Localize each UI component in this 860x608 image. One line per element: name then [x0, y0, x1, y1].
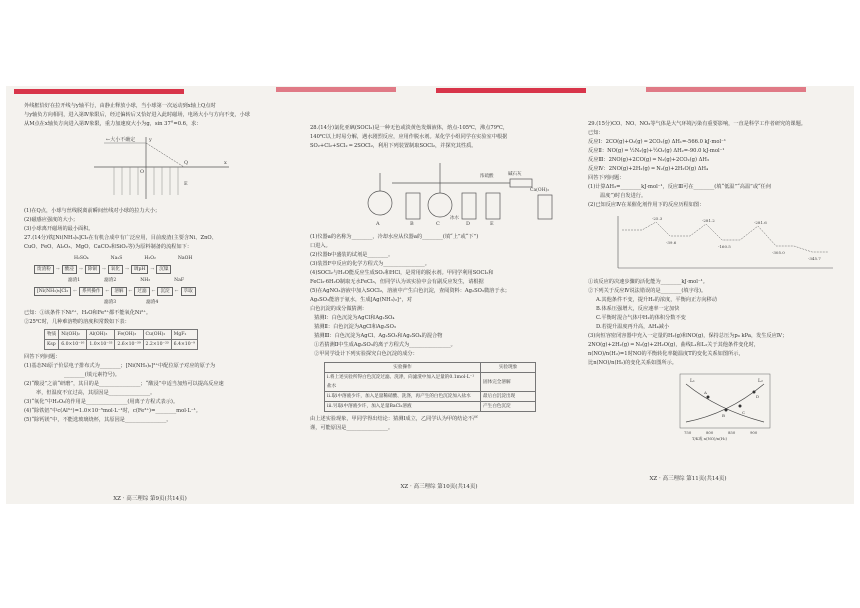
flow-step: 调pH — [131, 265, 149, 274]
table-cell: Ksp — [45, 340, 59, 350]
apparatus-label: 浓硫酸 — [480, 174, 494, 179]
page-footer: XZ · 高三理综 第10页(共14页) — [400, 484, 478, 490]
table-cell: i.将上述实验所得白色沉淀过滤、洗涤，向滤渣中加入足量的0.1mol·L⁻¹盐水 — [325, 373, 481, 392]
table-cell: 6.0×10⁻¹⁶ — [59, 340, 87, 350]
reaction: 反应Ⅲ：2NO(g)+2CO(g) ═ N₂(g)+2CO₂(g) ΔH₃ — [588, 157, 709, 163]
question-part: ________(填元素符号)。 — [64, 372, 120, 378]
diagram-label: O — [140, 169, 145, 175]
table-cell: 6.4×10⁻⁹ — [171, 340, 197, 350]
question-part: (1)计算ΔH₃=________kJ·mol⁻¹，反应Ⅲ可在________(填“低温”“高温”或“任何 — [588, 184, 772, 190]
reaction: 反应Ⅱ：NO(g) ═ ½N₂(g)+½O₂(g) ΔH₂=-90.0 kJ·mol⁻¹ — [588, 148, 725, 154]
exam-page-10 — [310, 124, 568, 504]
flow-residue: 滤渣4 — [146, 300, 159, 305]
flow-chart: H₂SO₄ Na₂S H₂O₂ NaOH 废渣粉 → 酸浸 → 除铜 → 氧化 → 调pH → 沉镍 滤渣1 滤渣2 NH₃ NaF [Ni(NH₃)₆]Cl₂ ← 系列操作 ← 溶解 ← 过滤 ← 沉淀 ← 萃取 滤渣3 滤渣4 — [34, 254, 276, 307]
apparatus-label: 碱石灰 — [508, 172, 522, 177]
question-part: (2)磁感应强度的大小； — [24, 217, 79, 223]
table-cell: 产生白色沉淀 — [481, 402, 536, 412]
point-label: B — [722, 413, 725, 418]
table-cell: 2.6×10⁻³⁹ — [115, 340, 143, 350]
table-cell: iii.另取i中溶液少许，加入足量BaCl₂溶液 — [325, 402, 481, 412]
point-label: A — [704, 390, 707, 395]
question-part: (1)在Q点，小球与丝线脱离前瞬间丝线对小球的拉力大小； — [24, 208, 161, 214]
curve-label: L₂ — [758, 379, 763, 384]
flow-residue: 滤渣1 — [68, 278, 81, 283]
flow-step: 萃取 — [181, 287, 196, 296]
question-part: 率，但温度不宜过高，其原因是________________。 — [36, 390, 156, 396]
red-tape-mark — [276, 87, 396, 92]
hypothesis: 猜测Ⅲ：白色沉淀为AgCl、Ag₂SO₃和Ag₂SO₄的混合物 — [314, 333, 443, 339]
question-text: 外线框恰好在拉开线与y轴平行，由静止释放小球，当小球第一次运动到x轴上Q点时 — [24, 103, 216, 109]
axis-tick: 850 — [728, 430, 736, 435]
question-part: 2NO(g)+2H₂(g) ═ N₂(g)+2H₂O(g)，曲线L₁和L₂关于其他条件变化时， — [588, 342, 760, 348]
axis-tick: 800 — [706, 430, 714, 435]
question-title: 28.(14分)氯化亚砜(SOCl₂)是一种无色或淡黄色发烟液体，熔点-105℃，沸点79℃， — [310, 125, 509, 131]
question-part: 谨，可能原因是________________。 — [310, 425, 394, 431]
axis-label: T/K或 n(NO)/n(H₂) — [692, 436, 728, 441]
reaction: 反应Ⅰ：2CO(g)+O₂(g) ═ 2CO₂(g) ΔH₁=-566.0 kJ·mol⁻¹ — [588, 139, 726, 145]
question-part: ①若猜测Ⅱ中生成Ag₂SO₃的离子方程式为________________。 — [314, 342, 456, 348]
table-header: 实验操作 — [325, 363, 481, 373]
diagram-label: E — [184, 181, 188, 187]
energy-label: -281.6 — [754, 220, 767, 225]
question-part: 白色沉淀的成分做猜测： — [310, 306, 368, 312]
point-label: D — [756, 394, 760, 399]
question-part: (1)基态Ni原子价层电子排布式为________；[Ni(NH₃)₆]²⁺中配位原子对应的原子为 — [24, 363, 216, 369]
table-header: Al(OH)₃ — [87, 330, 115, 340]
flow-step: 沉镍 — [156, 265, 171, 274]
question-text: SO₂+Cl₂+SCl₂ ═ 2SOCl₂，利用下列装置制取SOCl₂，并探究其性质。 — [310, 143, 477, 149]
table-header: 实验现象 — [481, 363, 536, 373]
table-header: Cu(OH)₂ — [143, 330, 171, 340]
energy-label: -25.3 — [652, 216, 663, 221]
table-cell: ii.取i中溶液少许，加入足量稀硝酸、洗涤，再产生的白色沉淀加入盐水 — [325, 392, 481, 402]
flow-step: 溶解 — [111, 287, 126, 296]
question-part: n(NO)/n(H₂)=1时NO的平衡转化率随温度T的变化关系如图所示， — [588, 351, 744, 357]
question-part: (3)装置F中反应的化学方程式为________________。 — [310, 261, 430, 267]
apparatus-label: A — [376, 221, 380, 227]
question-part: 温度”)时自发进行。 — [600, 193, 647, 199]
answer-option: B.体系压强增大，反应速率一定加快 — [596, 306, 680, 312]
question-text: 回答下列问题： — [588, 175, 625, 181]
question-part: (3)向恒容密闭容器中充入一定量的H₂(g)和NO(g)，保持总压为p₀ kPa，发生反应Ⅳ； — [588, 333, 788, 339]
flow-residue: 滤渣2 — [104, 278, 117, 283]
apparatus-label: 冰水 — [450, 216, 459, 221]
flow-reagent: NH₃ — [140, 278, 151, 283]
experiment-table — [324, 362, 536, 412]
table-header: Ni(OH)₂ — [59, 330, 87, 340]
flow-reagent: H₂O₂ — [144, 256, 156, 261]
question-part: ②下列关于反应Ⅳ说法错误的是________(填字母)。 — [588, 288, 707, 294]
question-text: CuO、FeO、Al₂O₃、MgO、CaCO₃和SiO₂等)为原料制备的流程如下： — [24, 244, 193, 250]
diagram-label: x — [224, 160, 227, 166]
question-title: 29.(15分)CO、NO、NO₂等气体是大气环境污染有重要影响，一直是科学工作者研究的课题。 — [588, 121, 806, 127]
flow-step: 系列操作 — [79, 287, 103, 296]
flow-residue: 滤渣3 — [104, 300, 117, 305]
red-tape-mark — [646, 87, 806, 92]
ksp-table — [44, 329, 198, 350]
question-part: ①该反应的决速步骤的活化能为________kJ·mol⁻¹。 — [588, 279, 708, 285]
diagram-label: y — [149, 137, 152, 143]
energy-label: -160.5 — [718, 244, 731, 249]
curve-label: L₁ — [690, 379, 695, 384]
flow-reagent: Na₂S — [110, 256, 123, 261]
flow-step: [Ni(NH₃)₆]Cl₂ — [34, 287, 71, 296]
question-part: (2)仪器b中盛装的试剂是________。 — [310, 252, 394, 258]
question-part: 由上述实验现象，甲同学得出结论：猜测Ⅰ成立，乙同学认为甲的结论不严 — [310, 416, 479, 422]
energy-label: -345.7 — [808, 256, 821, 261]
conversion-plot — [668, 370, 778, 442]
energy-label: -305.0 — [772, 250, 785, 255]
apparatus-diagram — [310, 153, 560, 227]
exam-page-11 — [588, 120, 846, 504]
question-part: (3)小球离开磁场的最小面积。 — [24, 226, 94, 232]
question-part: (5)“除钙镁”中，不能选玻璃烧杯，其原因是________________。 — [24, 417, 172, 423]
energy-label: -39.6 — [666, 240, 677, 245]
flow-step: 过滤 — [134, 287, 149, 296]
flow-step: 酸浸 — [62, 265, 77, 274]
scanned-exam-sheet — [6, 86, 854, 504]
known-info: ②25℃时，几种难溶物的溶度积常数如下表： — [24, 319, 130, 325]
question-part: (4)“除铁铝”中c(Al³⁺)=1.0×10⁻⁵mol·L⁻¹时，c(Fe³⁺)=________mol·L⁻¹。 — [24, 408, 201, 414]
table-header: 物质 — [45, 330, 59, 340]
axis-tick: 900 — [750, 430, 758, 435]
energy-label: -281.2 — [702, 218, 715, 223]
question-part: (5)在AgNO₃溶液中加入SOCl₂，溶液中产生白色沉淀，查阅资料：Ag₂SO₃微溶于水； — [310, 288, 510, 294]
table-header: MgF₂ — [171, 330, 197, 340]
flow-reagent: H₂SO₄ — [74, 256, 89, 261]
apparatus-label: C — [436, 221, 440, 227]
page-footer: XZ · 高三理综 第9页(共14页) — [113, 496, 187, 502]
question-text: 与y轴负方向相同，进入第Ⅳ象限后，经过偏转后又恰好进入此时磁场，电场大小与方向不变，小球 — [24, 112, 250, 118]
apparatus-label: B — [410, 221, 414, 227]
apparatus-label: E — [490, 221, 494, 227]
answer-option: D.若提升温度再升高，ΔH₄减小 — [596, 324, 670, 330]
table-cell: 1.0×10⁻³³ — [87, 340, 115, 350]
flow-step: 氧化 — [108, 265, 123, 274]
question-part: (4)SOCl₂与H₂O能反应生成SO₂和HCl，是常用的脱水剂。甲同学利用SOCl₂和 — [310, 270, 494, 276]
question-text: 从M点在x轴负方向进入第Ⅳ象限，重力加速度大小为g，sin 37°=0.6，求： — [24, 121, 202, 127]
page-footer: XZ · 高三理综 第11页(共14页) — [649, 476, 727, 482]
answer-option: A.其他条件不变，提升H₂的浓度，平衡向正方向移动 — [596, 297, 717, 303]
table-cell: 2.2×10⁻²⁰ — [143, 340, 171, 350]
flow-step: 废渣粉 — [34, 265, 54, 274]
question-part: 比n(NO)/n(H₂)的变化关系如图所示。 — [588, 360, 677, 366]
flow-step: 沉淀 — [157, 287, 172, 296]
question-part: Ag₂SO₃能溶于氨水，生成[Ag(NH₃)₂]⁺，对 — [310, 297, 413, 303]
energy-profile-diagram — [608, 212, 838, 272]
flow-step: 除铜 — [85, 265, 100, 274]
exam-page-9 — [24, 102, 276, 504]
field-diagram — [84, 133, 234, 201]
question-part: ②甲同学设计下列实验探究白色沉淀的成分： — [314, 351, 418, 357]
apparatus-label: Ca(OH)₂ — [530, 188, 550, 193]
point-label: C — [742, 410, 746, 415]
red-tape-mark — [436, 88, 586, 93]
hypothesis: 猜测Ⅱ：白色沉淀为AgCl和Ag₂SO₃ — [314, 324, 396, 330]
question-part: (2)“酸浸”之前“研磨”，其目的是________________；“酸浸”中适当加热可以提高反应速 — [24, 381, 224, 387]
question-text: 140℃以上时易分解，遇水剧烈反应，应用作脱水剂。某化学小组同学在实验室中根据 — [310, 134, 508, 140]
reaction: 反应Ⅳ：2NO(g)+2H₂(g) ═ N₂(g)+2H₂O(g) ΔH₄ — [588, 166, 709, 172]
question-part: (2)已知反应Ⅳ在某催化剂作用下的反应历程如图： — [588, 202, 705, 208]
question-part: (1)仪器a的名称为________，冷却水应从仪器a的________(填“上”或“下”) — [310, 234, 479, 240]
red-tape-mark — [14, 89, 184, 94]
flow-reagent: NaF — [174, 278, 185, 283]
apparatus-label: D — [466, 221, 471, 227]
table-header: Fe(OH)₃ — [115, 330, 143, 340]
known-info: 已知：①该条件下Ni²⁺、H₂O和Fe³⁺都不能氧化Ni²⁺。 — [24, 310, 152, 316]
question-part: (3)“氧化”中H₂O₂的作用是________________(用离子方程式表示)。 — [24, 399, 179, 405]
diagram-label: Q — [184, 160, 189, 166]
question-text: 已知： — [588, 130, 604, 136]
question-part: FeCl₃·6H₂O制取无水FeCl₃，但同学认为该实验中会有副反应发生，请根据 — [310, 279, 484, 285]
question-part: 口进入。 — [310, 243, 331, 249]
table-cell: 固体完全溶解 — [481, 373, 536, 392]
question-title: 27.(14分)铁[Ni(NH₃)₆]Cl₂在有机合成中有广泛应用，目前废渣(主要含Ni、ZnO、 — [24, 235, 217, 241]
answer-option: C.平衡时混合气体中H₂的体积分数不变 — [596, 315, 686, 321]
hypothesis: 猜测Ⅰ：白色沉淀为AgCl和Ag₂SO₄ — [314, 315, 395, 321]
axis-tick: 750 — [684, 430, 692, 435]
flow-reagent: NaOH — [177, 256, 193, 261]
table-cell: 最后白沉淀出现 — [481, 392, 536, 402]
question-text: 回答下列问题： — [24, 354, 61, 360]
diagram-label: ←大小不确定 — [106, 137, 136, 143]
